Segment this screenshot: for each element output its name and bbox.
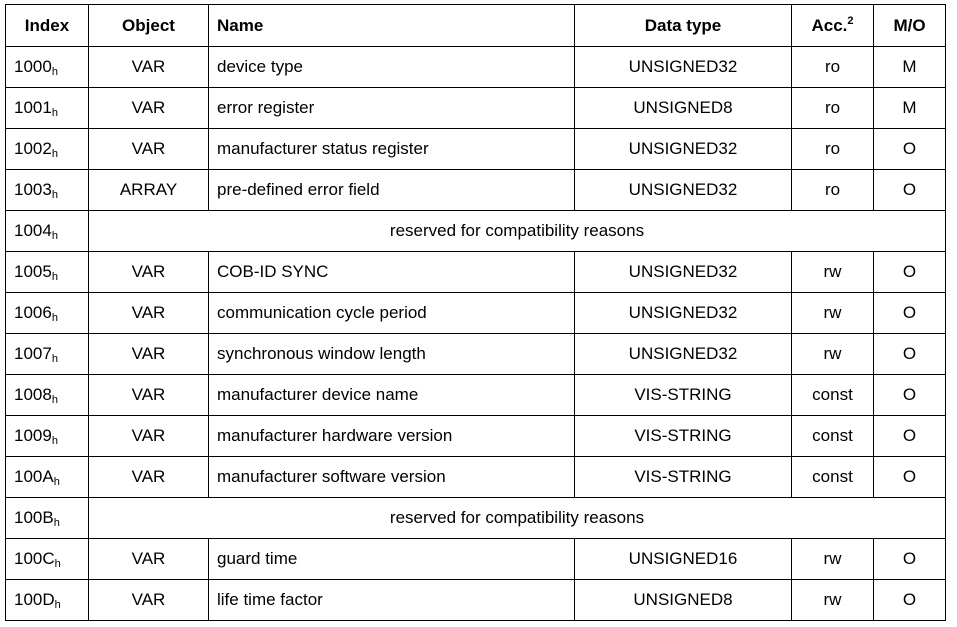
cell-index [6,211,89,252]
cell-name: communication cycle period [209,293,575,334]
cell-name: device type [209,47,575,88]
cell-name: synchronous window length [209,334,575,375]
header-index: Index [6,5,89,47]
index-value: 1007 [14,343,52,363]
cell-index [6,457,89,498]
table-row [6,88,946,129]
index-value: 100B [14,507,54,527]
cell-object: VAR [89,334,209,375]
cell-data-type: UNSIGNED32 [575,293,792,334]
header-name: Name [209,5,575,47]
index-value: 1006 [14,302,52,322]
hex-suffix: h [51,352,58,365]
header-data-type: Data type [575,5,792,47]
header-object: Object [89,5,209,47]
cell-mandatory-optional: O [874,580,946,621]
cell-mandatory-optional: M [874,47,946,88]
header-access [792,5,874,47]
hex-suffix: h [51,393,58,406]
cell-data-type: UNSIGNED32 [575,47,792,88]
hex-suffix: h [51,65,58,78]
cell-name: life time factor [209,580,575,621]
cell-object: VAR [89,580,209,621]
hex-suffix: h [53,475,60,488]
footnote-marker: 2 [847,14,854,27]
table-row [6,375,946,416]
index-value: 1003 [14,179,52,199]
index-value: 1002 [14,138,52,158]
cell-name: COB-ID SYNC [209,252,575,293]
hex-suffix: h [54,598,61,611]
index-value: 1009 [14,425,52,445]
cell-access: rw [792,252,874,293]
cell-reserved-note: reserved for compatibility reasons [89,498,946,539]
cell-index [6,498,89,539]
cell-mandatory-optional: M [874,88,946,129]
table-row [6,416,946,457]
cell-name: guard time [209,539,575,580]
hex-suffix: h [51,434,58,447]
cell-object: VAR [89,539,209,580]
cell-object: VAR [89,129,209,170]
cell-object: VAR [89,416,209,457]
hex-suffix: h [51,229,58,242]
hex-suffix: h [51,311,58,324]
cell-data-type: UNSIGNED32 [575,334,792,375]
table-header [6,5,946,47]
cell-name: manufacturer hardware version [209,416,575,457]
header-mandatory-optional: M/O [874,5,946,47]
cell-reserved-note: reserved for compatibility reasons [89,211,946,252]
cell-access: ro [792,129,874,170]
cell-object: VAR [89,88,209,129]
table-row-reserved [6,498,946,539]
index-value: 1000 [14,56,52,76]
cell-object: VAR [89,457,209,498]
cell-object: ARRAY [89,170,209,211]
table-row [6,170,946,211]
cell-data-type: UNSIGNED32 [575,129,792,170]
hex-suffix: h [53,516,60,529]
cell-access: const [792,375,874,416]
cell-access: ro [792,47,874,88]
cell-object: VAR [89,47,209,88]
cell-index [6,334,89,375]
index-value: 1005 [14,261,52,281]
cell-name: pre-defined error field [209,170,575,211]
cell-index [6,375,89,416]
table-row [6,334,946,375]
cell-mandatory-optional: O [874,457,946,498]
cell-access: const [792,457,874,498]
cell-object: VAR [89,252,209,293]
cell-data-type: UNSIGNED8 [575,580,792,621]
cell-access: rw [792,334,874,375]
cell-access: const [792,416,874,457]
cell-data-type: VIS-STRING [575,375,792,416]
index-value: 100A [14,466,54,486]
cell-mandatory-optional: O [874,416,946,457]
cell-index [6,580,89,621]
cell-index [6,416,89,457]
cell-name: manufacturer software version [209,457,575,498]
cell-mandatory-optional: O [874,334,946,375]
table-row [6,539,946,580]
index-value: 1004 [14,220,52,240]
table-row [6,293,946,334]
table-row [6,252,946,293]
cell-mandatory-optional: O [874,252,946,293]
header-access-label: Acc. [811,15,848,35]
hex-suffix: h [51,147,58,160]
cell-index [6,293,89,334]
table-row [6,129,946,170]
cell-object: VAR [89,375,209,416]
cell-index [6,170,89,211]
cell-data-type: UNSIGNED32 [575,252,792,293]
hex-suffix: h [51,270,58,283]
cell-name: error register [209,88,575,129]
table-body [6,47,946,621]
cell-name: manufacturer status register [209,129,575,170]
cell-access: rw [792,293,874,334]
cell-access: ro [792,170,874,211]
cell-index [6,539,89,580]
cell-index [6,47,89,88]
cell-access: rw [792,539,874,580]
cell-index [6,129,89,170]
cell-access: ro [792,88,874,129]
table-row [6,47,946,88]
cell-mandatory-optional: O [874,539,946,580]
cell-index [6,88,89,129]
cell-data-type: UNSIGNED32 [575,170,792,211]
cell-data-type: VIS-STRING [575,416,792,457]
table-row-reserved [6,211,946,252]
index-value: 1008 [14,384,52,404]
object-dictionary-table [5,4,946,621]
cell-index [6,252,89,293]
hex-suffix: h [54,557,61,570]
hex-suffix: h [51,106,58,119]
header-row [6,5,946,47]
cell-mandatory-optional: O [874,170,946,211]
index-value: 1001 [14,97,52,117]
table-row [6,580,946,621]
index-value: 100D [14,589,55,609]
hex-suffix: h [51,188,58,201]
cell-data-type: UNSIGNED16 [575,539,792,580]
table-row [6,457,946,498]
cell-name: manufacturer device name [209,375,575,416]
index-value: 100C [14,548,55,568]
cell-mandatory-optional: O [874,375,946,416]
cell-mandatory-optional: O [874,129,946,170]
cell-mandatory-optional: O [874,293,946,334]
cell-data-type: VIS-STRING [575,457,792,498]
cell-data-type: UNSIGNED8 [575,88,792,129]
cell-access: rw [792,580,874,621]
cell-object: VAR [89,293,209,334]
